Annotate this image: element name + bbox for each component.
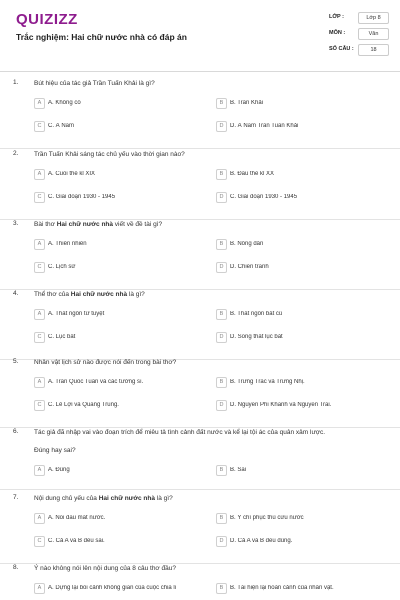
question-number: 2. — [13, 150, 19, 157]
option-text: B. Ý chí phục thù cứu nước — [230, 515, 304, 521]
question-text — [34, 428, 374, 437]
option-c[interactable] — [34, 536, 184, 548]
work-title: Hai chữ nước nhà — [98, 495, 155, 502]
option-letter: A — [34, 98, 45, 109]
option-text: B. Sai — [230, 467, 247, 473]
question-text-part: là gì? — [154, 495, 173, 502]
question-text-part: là gì? — [127, 291, 145, 298]
option-letter: C — [34, 400, 45, 411]
option-c[interactable] — [34, 262, 184, 274]
question-text — [34, 564, 374, 573]
question-4 — [0, 290, 400, 360]
question-number: 8. — [13, 564, 19, 571]
option-text: D. Nguyễn Phi Khanh và Nguyễn Trãi. — [230, 402, 332, 408]
option-letter: B — [216, 513, 227, 524]
question-text — [34, 79, 374, 88]
option-letter: B — [216, 465, 227, 476]
quizizz-logo[interactable]: QUIZIZZ — [16, 11, 78, 28]
option-letter: C — [34, 121, 45, 132]
question-5 — [0, 358, 400, 428]
option-letter: A — [34, 169, 45, 180]
option-b[interactable] — [216, 239, 366, 251]
meta-class — [329, 12, 389, 25]
option-text: A. Thiên nhiên — [48, 241, 87, 247]
option-letter: D — [216, 262, 227, 273]
option-letter: A — [34, 513, 45, 524]
option-a[interactable] — [34, 98, 184, 110]
question-number: 1. — [13, 79, 19, 86]
page-title: Trắc nghiệm: Hai chữ nước nhà có đáp án — [16, 32, 187, 42]
question-text — [34, 290, 374, 299]
question-text-part: Trần Tuấn Khải sáng tác chủ yếu vào thời gian nào? — [34, 151, 185, 158]
option-a[interactable] — [34, 513, 184, 525]
option-b[interactable] — [216, 377, 366, 389]
option-letter: C — [34, 262, 45, 273]
option-letter: C — [34, 536, 45, 547]
question-text-part: Ý nào không nói lên nội dung của 8 câu thơ đầu? — [34, 565, 176, 572]
meta-label: SỐ CÂU : — [329, 46, 354, 52]
question-text-part: Đúng hay sai? — [34, 447, 76, 454]
option-text: B. Nông dân — [230, 241, 264, 247]
question-text-part: Nội dung chủ yếu của — [34, 495, 99, 502]
question-text — [34, 220, 374, 229]
option-text: C. Giai đoạn 1930 - 1945 — [230, 194, 298, 200]
option-d[interactable] — [216, 332, 366, 344]
option-d[interactable] — [216, 400, 366, 412]
option-letter: A — [34, 309, 45, 320]
option-text: A. Thất ngôn tứ tuyệt — [48, 311, 105, 317]
option-b[interactable] — [216, 513, 366, 525]
option-letter: D — [216, 400, 227, 411]
option-letter: B — [216, 169, 227, 180]
option-letter: D — [216, 121, 227, 132]
question-text-part: Bài thơ — [34, 221, 57, 228]
meta-value: Lớp 8 — [358, 12, 389, 24]
option-letter: B — [216, 377, 227, 388]
question-number: 4. — [13, 290, 19, 297]
option-b[interactable] — [216, 583, 366, 595]
question-text-part: Nhân vật lịch sử nào được nói đến trong bài thơ? — [34, 359, 177, 366]
option-text: B. Trần Khải — [230, 100, 264, 106]
option-letter: D — [216, 192, 227, 203]
option-text: C. Lê Lợi và Quang Trung. — [48, 402, 119, 408]
question-text-part: viết về đề tài gì? — [113, 221, 163, 228]
question-text-line2 — [34, 446, 374, 455]
option-letter: A — [34, 377, 45, 388]
option-letter: A — [34, 583, 45, 594]
question-text — [34, 150, 374, 159]
question-7 — [0, 494, 400, 564]
question-1 — [0, 79, 400, 149]
meta-count — [329, 44, 389, 57]
option-text: D. Cả A và B đều đúng. — [230, 538, 293, 544]
option-text: A. Trần Quốc Tuấn và các tướng sĩ. — [48, 379, 144, 385]
question-number: 5. — [13, 358, 19, 365]
option-b[interactable] — [216, 465, 366, 477]
meta-subject — [329, 28, 389, 41]
option-letter: B — [216, 309, 227, 320]
question-text-part: Thể thơ của — [34, 291, 71, 298]
option-letter: C — [34, 332, 45, 343]
option-a[interactable] — [34, 309, 184, 321]
question-2 — [0, 150, 400, 220]
option-text: D. Song thất lục bát — [230, 334, 283, 340]
option-d[interactable] — [216, 262, 366, 274]
option-text: C. Lục bát — [48, 334, 76, 340]
option-c[interactable] — [34, 121, 184, 133]
option-c[interactable] — [34, 192, 184, 204]
work-title: Hai chữ nước nhà — [70, 291, 128, 298]
option-letter: B — [216, 239, 227, 250]
option-a[interactable] — [34, 377, 184, 389]
option-text: C. Á Nam — [48, 123, 75, 129]
option-d[interactable] — [216, 536, 366, 548]
option-b[interactable] — [216, 169, 366, 181]
work-title: Hai chữ nước nhà — [56, 221, 113, 228]
option-a[interactable] — [34, 169, 184, 181]
question-text-part: Bút hiệu của tác giả Trần Tuấn Khải là gì? — [34, 80, 155, 87]
question-6 — [0, 428, 400, 490]
option-letter: D — [216, 536, 227, 547]
option-text: A. Đúng — [48, 467, 70, 473]
option-a[interactable] — [34, 239, 184, 251]
option-text: D. Chiến tranh — [230, 264, 269, 270]
option-d[interactable] — [216, 121, 366, 133]
meta-label: MÔN : — [329, 30, 346, 36]
question-text-part: Tác giả đã nhập vai vào đoạn trích để miêu tả tình cảnh đất nước và kể lại tội ác của quân xâm lược. — [34, 429, 326, 436]
worksheet-header — [0, 0, 400, 72]
option-c[interactable] — [34, 400, 184, 412]
question-number: 7. — [13, 494, 19, 501]
option-letter: B — [216, 583, 227, 594]
option-b[interactable] — [216, 309, 366, 321]
question-8 — [0, 564, 400, 600]
option-letter: B — [216, 98, 227, 109]
option-a[interactable] — [34, 465, 184, 477]
option-text: B. Đầu thế kỉ XX — [230, 171, 275, 177]
question-number: 6. — [13, 428, 19, 435]
option-text: C. Giai đoạn 1930 - 1945 — [48, 194, 116, 200]
option-text: A. Nỗi đau mất nước. — [48, 515, 106, 521]
option-letter: D — [216, 332, 227, 343]
option-text: B. Trưng Trắc và Trưng Nhị. — [230, 379, 305, 385]
option-text: A. Không có — [48, 100, 81, 106]
question-text — [34, 358, 374, 367]
option-text: B. Tái hiện lại hoàn cảnh của nhân vật. — [230, 585, 334, 591]
meta-value: Văn — [358, 28, 389, 40]
option-c[interactable] — [34, 332, 184, 344]
option-b[interactable] — [216, 98, 366, 110]
option-letter: A — [34, 465, 45, 476]
option-text: B. Thất ngôn bát cú — [230, 311, 283, 317]
option-text: A. Cuối thế kỉ XIX — [48, 171, 96, 177]
meta-value: 18 — [358, 44, 389, 56]
question-number: 3. — [13, 220, 19, 227]
meta-label: LỚP : — [329, 14, 344, 20]
option-d[interactable] — [216, 192, 366, 204]
question-text — [34, 494, 374, 503]
option-letter: A — [34, 239, 45, 250]
option-letter: C — [34, 192, 45, 203]
option-text: C. Lịch sử — [48, 264, 76, 270]
option-text: A. Dựng lại bối cảnh không gian của cuộc chia li — [48, 585, 177, 591]
option-text: D. Á Nam Trần Tuấn Khải — [230, 123, 299, 129]
question-3 — [0, 220, 400, 290]
option-a[interactable] — [34, 583, 184, 595]
option-text: C. Cả A và B đều sai. — [48, 538, 105, 544]
